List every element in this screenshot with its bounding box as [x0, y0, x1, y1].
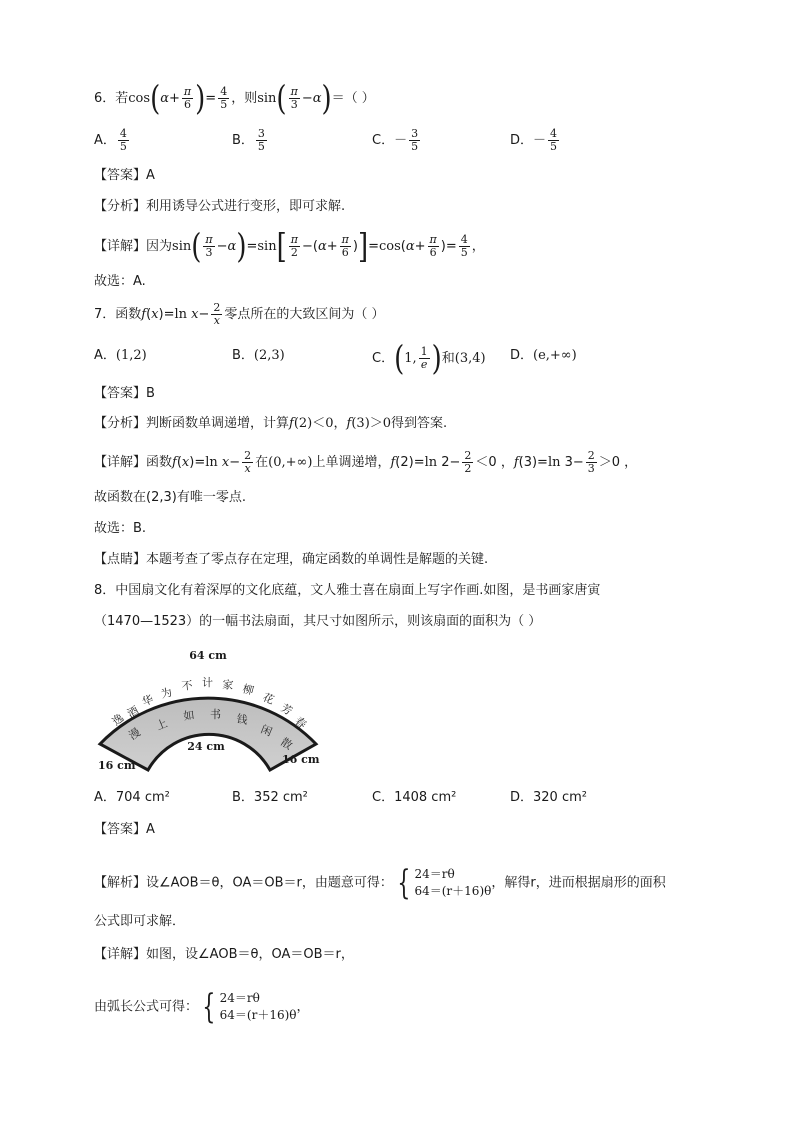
svg-text:逸: 逸: [109, 711, 127, 729]
q8-option-a: A．704 cm²: [94, 790, 170, 805]
fan-label-right: 16 cm: [282, 753, 320, 766]
svg-text:书: 书: [210, 708, 221, 721]
q7-option-b: B．(2,3): [232, 348, 285, 363]
q7-comment: 【点睛】本题考查了零点存在定理，确定函数的单调性是解题的关键.: [94, 552, 489, 567]
svg-text:华: 华: [140, 692, 156, 709]
q8-analysis-line2: 公式即可求解．: [94, 914, 186, 929]
svg-text:花: 花: [260, 690, 276, 707]
q6-answer: 【答案】A: [94, 168, 155, 183]
svg-text:柳: 柳: [241, 682, 256, 698]
q7-uniq: 故函数在(2,3)有唯一零点.: [94, 490, 246, 505]
q8-analysis: 【解析】设∠AOB＝θ，OA＝OB＝r，由题意可得： { 24＝rθ 64＝(r＋16)θ ，解得r，进而根据扇形的面积: [94, 863, 666, 903]
svg-text:春: 春: [292, 714, 309, 732]
q8-option-c: C．1408 cm²: [372, 790, 457, 805]
q7-analysis: 【分析】判断函数单调递增，计算f(2)＜0，f(3)＞0得到答案.: [94, 416, 448, 431]
svg-text:为: 为: [159, 685, 174, 701]
q6-conclusion: 故选：A.: [94, 274, 146, 289]
q8-stem-line1: 8．中国扇文化有着深厚的文化底蕴，文人雅士喜在扇面上写字作画.如图，是书画家唐寅: [94, 583, 601, 598]
svg-text:计: 计: [202, 676, 213, 689]
svg-text:酒: 酒: [125, 703, 142, 721]
q8-detail: 【详解】如图，设∠AOB＝θ，OA＝OB＝r，: [94, 947, 354, 962]
equation-system-2: { 24＝rθ 64＝(r＋16)θ: [202, 987, 297, 1027]
fan-figure: [92, 646, 324, 774]
q6-analysis: 【分析】利用诱导公式进行变形，即可求解.: [94, 199, 346, 214]
q6-detail: 【详解】因为sin( $\frac{\pi}{3}$ −α)=sin[ $\frac{\pi}{2}$ −(α+ $\frac{\pi}{6}$ )]=cos(α+ $\frac{\pi}{6}$ )= $\frac{4}{5}$ ，: [94, 227, 485, 266]
svg-text:如: 如: [182, 708, 196, 723]
svg-text:不: 不: [180, 678, 194, 693]
q8-option-d: D．320 cm²: [510, 790, 587, 805]
fan-label-inner: 24 cm: [187, 740, 225, 753]
q7-answer: 【答案】B: [94, 386, 155, 401]
fan-label-left: 16 cm: [98, 759, 136, 772]
q7-detail: 【详解】函数f(x)=ln x− $\frac{2}{x}$ 在(0,+∞)上单调递增，f(2)=ln 2− $\frac{2}{2}$ ＜0 ，f(3)=ln 3− $\frac{2}{3}$ ＞0 ，: [94, 449, 638, 475]
q6-option-c: C．－ $\frac{3}{5}$: [372, 127, 419, 153]
q8-option-b: B．352 cm²: [232, 790, 308, 805]
q7-option-c: C．(1, $\frac{1}{e}$ )和(3,4): [372, 339, 486, 378]
q6-option-a: A． $\frac{4}{5}$: [94, 127, 127, 153]
svg-text:散: 散: [278, 735, 295, 753]
q7-option-a: A．(1,2): [94, 348, 147, 363]
svg-text:芳: 芳: [278, 701, 295, 719]
svg-text:上: 上: [154, 716, 170, 733]
equation-system: { 24＝rθ 64＝(r＋16)θ: [397, 863, 492, 903]
q6-option-b: B． $\frac{3}{5}$: [232, 127, 265, 153]
q8-stem-line2: （1470—1523）的一幅书法扇面，其尺寸如图所示，则该扇面的面积为（ ）: [94, 614, 542, 629]
q7-stem: 7．函数f(x)=ln x− $\frac{2}{x}$ 零点所在的大致区间为（ ）: [94, 301, 385, 327]
svg-text:钱: 钱: [235, 712, 249, 727]
q6-option-d: D．－ $\frac{4}{5}$: [510, 127, 558, 153]
q8-answer: 【答案】A: [94, 822, 155, 837]
svg-text:家: 家: [221, 678, 234, 693]
q7-conclusion: 故选：B.: [94, 521, 147, 536]
q7-option-d: D．(e,+∞): [510, 348, 577, 363]
q6-stem: 6．若cos(α+ $\frac{\pi}{6}$ )= $\frac{4}{5}$ ，则sin( $\frac{\pi}{3}$ −α)＝（ ）: [94, 79, 375, 118]
svg-text:闲: 闲: [258, 722, 274, 739]
fan-label-top: 64 cm: [189, 649, 227, 662]
svg-text:漫: 漫: [126, 725, 143, 743]
q8-arc-formula: 由弧长公式可得： { 24＝rθ 64＝(r＋16)θ ，: [94, 987, 310, 1027]
